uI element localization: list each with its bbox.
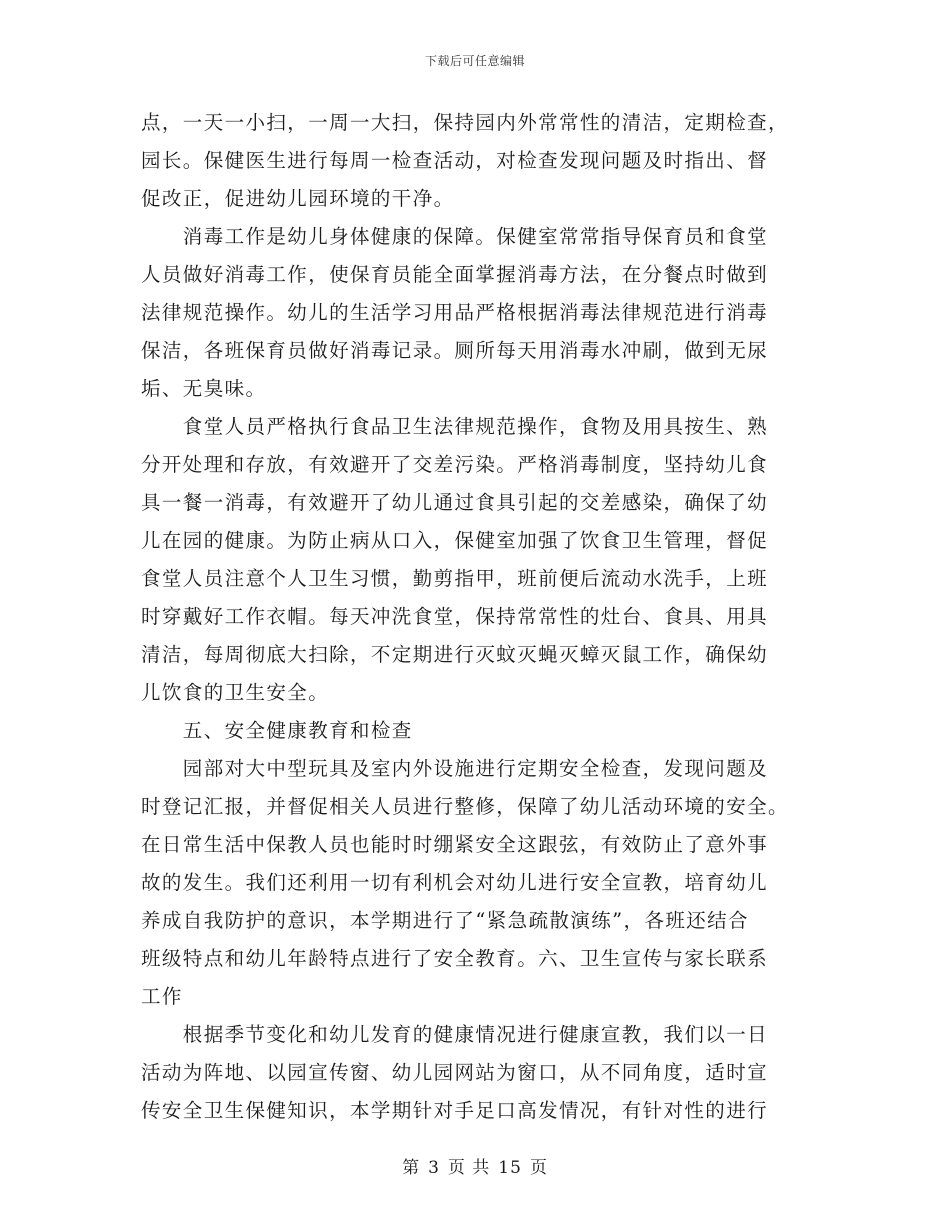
text-line: 传安全卫生保健知识，本学期针对手足口高发情况，有针对性的进行 (141, 1099, 769, 1122)
text-line: 工作 (141, 985, 183, 1008)
text-line: 养成自我防护的意识，本学期进行了“紧急疏散演练”，各班还结合 (141, 909, 749, 932)
text-line: 保洁，各班保育员做好消毒记录。厕所每天用消毒水冲刷，做到无尿 (141, 339, 769, 362)
text-line: 清洁，每周彻底大扫除，不定期进行灭蚊灭蝇灭蟑灭鼠工作，确保幼 (141, 643, 769, 666)
text-line: 具一餐一消毒，有效避开了幼儿通过食具引起的交差感染，确保了幼 (141, 491, 769, 514)
text-line: 时登记汇报，并督促相关人员进行整修，保障了幼儿活动环境的安全。 (141, 795, 789, 818)
text-line: 消毒工作是幼儿身体健康的保障。保健室常常指导保育员和食堂 (141, 225, 769, 248)
text-line: 时穿戴好工作衣帽。每天冲洗食堂，保持常常性的灶台、食具、用具 (141, 605, 769, 628)
total-pages: 15 (498, 1158, 522, 1178)
footer-prefix: 第 (402, 1158, 421, 1178)
text-line: 法律规范操作。幼儿的生活学习用品严格根据消毒法律规范进行消毒 (141, 301, 769, 324)
text-line: 分开处理和存放，有效避开了交差污染。严格消毒制度，坚持幼儿食 (141, 453, 769, 476)
footer-middle: 页 共 (447, 1158, 491, 1178)
text-line: 儿饮食的卫生安全。 (141, 681, 330, 704)
text-line: 点，一天一小扫，一周一大扫，保持园内外常常性的清洁，定期检查， (141, 111, 789, 134)
page-footer (0, 1153, 950, 1178)
footer-suffix: 页 (529, 1158, 548, 1178)
text-line: 活动为阵地、以园宣传窗、幼儿园网站为窗口，从不同角度，适时宣 (141, 1061, 769, 1084)
text-line: 根据季节变化和幼儿发育的健康情况进行健康宣教，我们以一日 (141, 1023, 769, 1046)
text-line: 故的发生。我们还利用一切有利机会对幼儿进行安全宣教，培育幼儿 (141, 871, 769, 894)
section-heading: 五、安全健康教育和检查 (141, 719, 413, 742)
text-line: 食堂人员注意个人卫生习惯，勤剪指甲，班前便后流动水洗手，上班 (141, 567, 769, 590)
text-line: 园长。保健医生进行每周一检查活动，对检查发现问题及时指出、督 (141, 149, 769, 172)
text-line: 促改正，促进幼儿园环境的干净。 (141, 187, 455, 210)
header-note: 下载后可任意编辑 (424, 54, 525, 68)
text-line: 食堂人员严格执行食品卫生法律规范操作，食物及用具按生、熟 (141, 415, 769, 438)
text-line: 园部对大中型玩具及室内外设施进行定期安全检查，发现问题及 (141, 757, 769, 780)
page-number: 3 (428, 1158, 440, 1178)
body-text (141, 104, 801, 1130)
text-line: 垢、无臭味。 (141, 377, 267, 400)
text-line: 在日常生活中保教人员也能时时绷紧安全这跟弦，有效防止了意外事 (141, 833, 769, 856)
text-line: 班级特点和幼儿年龄特点进行了安全教育。六、卫生宣传与家长联系 (141, 947, 769, 970)
text-line: 儿在园的健康。为防止病从口入，保健室加强了饮食卫生管理，督促 (141, 529, 769, 552)
text-line: 人员做好消毒工作，使保育员能全面掌握消毒方法，在分餐点时做到 (141, 263, 769, 286)
